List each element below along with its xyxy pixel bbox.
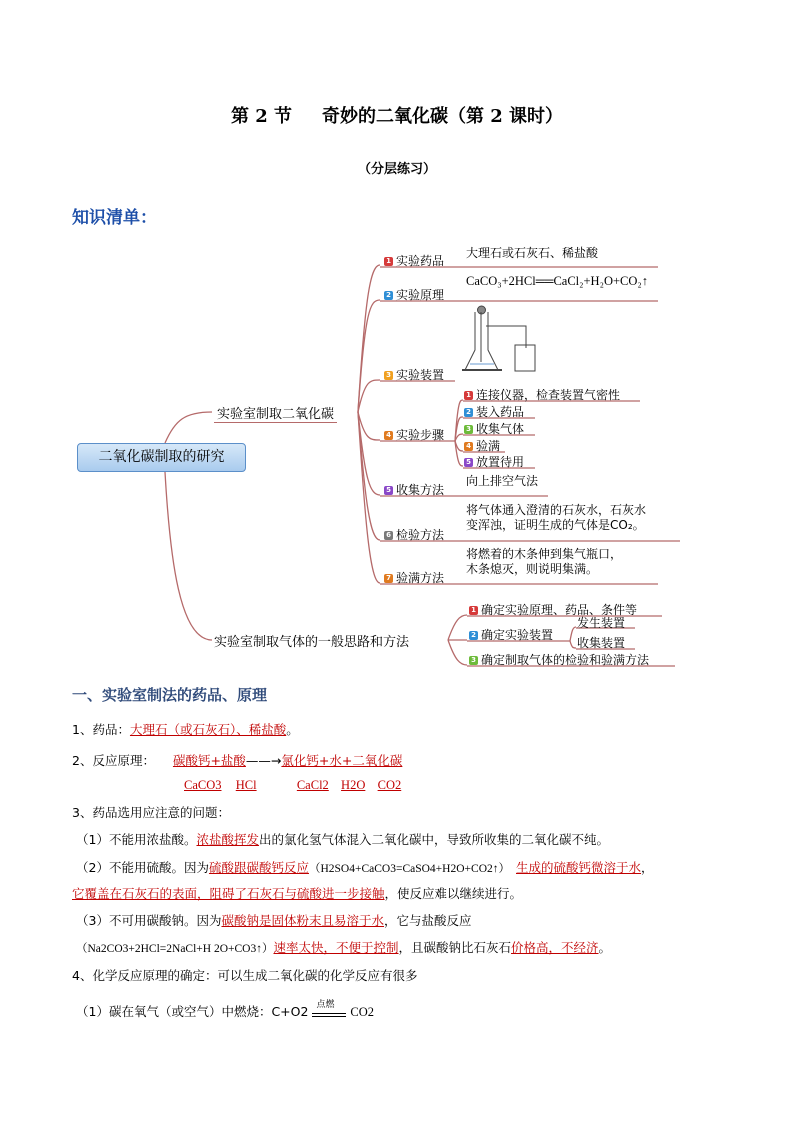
line-reagents: 1、药品：大理石（或石灰石）、稀盐酸。	[72, 722, 299, 737]
item-full: 7 验满方法	[384, 569, 444, 586]
line-reaction-choice: 4、化学反应原理的确定：可以生成二氧化碳的化学反应有很多	[72, 968, 418, 983]
item-reagents-detail: 大理石或石灰石、稀盐酸	[466, 246, 599, 260]
step-1: 1 连接仪器，检查装置气密性	[464, 386, 620, 403]
item-test-detail-1: 将气体通入澄清的石灰水，石灰水	[466, 503, 647, 517]
item-reagents: 1 实验药品	[384, 252, 444, 269]
apparatus-icon	[462, 306, 535, 371]
item-test: 6 检验方法	[384, 526, 444, 543]
general-1: 1 确定实验原理、药品、条件等	[469, 601, 637, 618]
item-apparatus: 3 实验装置	[384, 366, 444, 383]
item-principle-detail: CaCO₃+2HCl══CaCl₂+H₂O+CO₂↑	[466, 274, 648, 288]
section1-heading: 一、实验室制法的药品、原理	[72, 686, 268, 704]
device-generator: 发生装置	[577, 616, 626, 630]
section-number: 第 2 节	[230, 106, 292, 127]
line-note-2: （2）不能用硫酸。因为硫酸跟碳酸钙反应（H2SO4+CaCO3=CaSO4+H2O+CO2↑） 生成的硫酸钙微溶于水，	[76, 860, 654, 875]
branch-co2-prep: 实验室制取二氧化碳	[214, 403, 337, 423]
mindmap-root: 二氧化碳制取的研究	[77, 443, 246, 472]
line-note-2b: 它覆盖在石灰石的表面，阻碍了石灰石与硫酸进一步接触，使反应难以继续进行。	[72, 886, 523, 901]
page-subtitle: （分层练习）	[357, 162, 436, 177]
item-full-detail-2: 木条熄灭，则说明集满。	[466, 562, 599, 576]
item-steps: 4 实验步骤	[384, 426, 444, 443]
line-note-3: （3）不可用碳酸钠。因为碳酸钠是固体粉末且易溶于水，它与盐酸反应	[76, 913, 472, 928]
line-principle: 2、反应原理： 碳酸钙+盐酸——→氯化钙+水+二氧化碳	[72, 753, 403, 768]
item-collect-detail: 向上排空气法	[466, 474, 539, 488]
item-full-detail-1: 将燃着的木条伸到集气瓶口，	[466, 547, 623, 561]
condition-arrow: 点燃	[312, 1006, 346, 1020]
line-note-3b: （Na2CO3+2HCl=2NaCl+H 2O+CO3↑）速率太快，不便于控制，且碳酸钠比石灰石价格高，不经济。	[76, 940, 612, 955]
step-3: 3 收集气体	[464, 420, 524, 437]
line-note-1: （1）不能用浓盐酸。浓盐酸挥发出的氯化氢气体混入二氧化碳中，导致所收集的二氧化碳不纯。	[76, 832, 609, 847]
device-collector: 收集装置	[577, 636, 626, 650]
answer-reagents: 大理石（或石灰石）、稀盐酸	[129, 722, 287, 737]
general-2: 2 确定实验装置	[469, 626, 553, 643]
step-4: 4 验满	[464, 437, 500, 454]
answer-word-eq-left: 碳酸钙+盐酸	[172, 753, 246, 768]
step-5: 5 放置待用	[464, 453, 524, 470]
step-2: 2 装入药品	[464, 403, 524, 420]
badge-1: 1	[384, 257, 393, 266]
title-main: 奇妙的二氧化碳（第 2 课时）	[322, 106, 564, 127]
item-test-detail-2: 变浑浊，证明生成的气体是CO₂。	[466, 518, 645, 532]
knowledge-heading: 知识清单：	[72, 208, 157, 228]
item-principle: 2 实验原理	[384, 286, 444, 303]
line-formulas: CaCO3 HCl CaCl2 H2O CO2	[184, 778, 402, 792]
item-collect: 5 收集方法	[384, 481, 444, 498]
answer-word-eq-right: 氯化钙+水+二氧化碳	[281, 753, 403, 768]
line-notes: 3、药品选用应注意的问题：	[72, 805, 230, 820]
branch-general-method: 实验室制取气体的一般思路和方法	[214, 635, 410, 650]
general-3: 3 确定制取气体的检验和验满方法	[469, 651, 649, 668]
line-carbon-burn: （1）碳在氧气（或空气）中燃烧：C+O2 点燃 CO2	[76, 999, 375, 1019]
